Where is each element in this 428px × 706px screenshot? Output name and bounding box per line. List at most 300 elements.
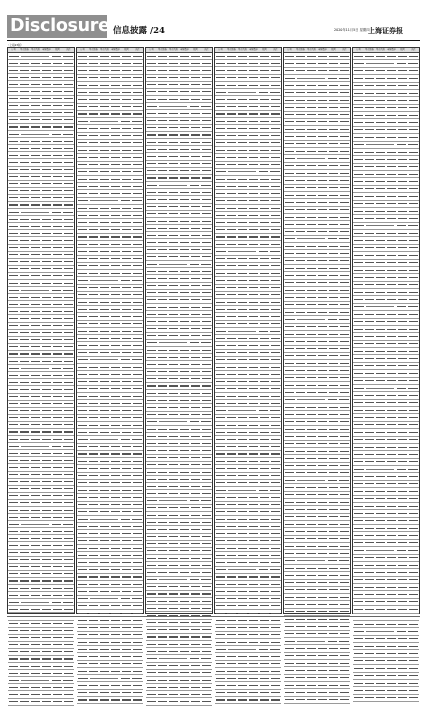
row-cell-text	[31, 105, 40, 106]
row-cell-text	[191, 472, 200, 473]
row-cell-text	[328, 480, 337, 481]
row-cell-text	[365, 336, 374, 337]
row-cell-text	[180, 515, 189, 516]
row-cell-text	[89, 584, 98, 585]
row-cell-text	[270, 490, 279, 491]
row-cell-text	[227, 309, 236, 310]
row-cell-text	[216, 121, 225, 122]
row-cell-text	[20, 197, 29, 198]
table-row	[146, 283, 212, 290]
row-cell-text	[202, 63, 211, 64]
row-cell-text	[90, 598, 118, 599]
table-row	[77, 169, 143, 176]
row-cell-text	[31, 141, 40, 142]
row-cell-text	[285, 107, 294, 108]
row-cell-text	[387, 93, 396, 94]
row-cell-text	[227, 229, 236, 230]
row-cell-text	[89, 229, 98, 230]
row-cell-text	[147, 529, 156, 530]
row-cell-text	[191, 314, 200, 315]
row-cell-text	[227, 533, 236, 534]
table-row	[215, 429, 281, 436]
row-cell-text	[147, 77, 156, 78]
row-cell-text	[20, 339, 29, 340]
row-cell-text	[365, 107, 374, 108]
table-row	[284, 302, 350, 309]
row-cell-text	[340, 421, 349, 422]
row-cell-text	[285, 275, 294, 276]
row-cell-text	[340, 129, 349, 130]
row-cell-text	[31, 694, 40, 695]
row-cell-text	[191, 414, 200, 415]
row-cell-text	[249, 179, 258, 180]
row-cell-text	[318, 524, 327, 525]
row-cell-text	[227, 692, 236, 693]
row-cell-text	[365, 152, 374, 153]
row-cell-text	[31, 183, 40, 184]
row-cell-text	[354, 174, 363, 175]
row-cell-text	[387, 498, 396, 499]
row-cell-text	[9, 134, 18, 135]
row-cell-text	[42, 658, 51, 659]
row-cell-text	[64, 389, 73, 390]
row-cell-text	[147, 579, 156, 580]
table-row	[353, 555, 419, 562]
row-cell-text	[285, 429, 294, 430]
row-cell-text	[271, 533, 280, 534]
row-cell-text	[202, 192, 211, 193]
row-cell-text	[52, 602, 61, 603]
row-cell-text	[354, 166, 363, 167]
row-cell-text	[20, 261, 29, 262]
row-cell-text	[318, 553, 327, 554]
row-cell-text	[191, 701, 200, 702]
table-row	[215, 133, 281, 140]
row-cell-text	[89, 128, 98, 129]
table-row	[353, 695, 419, 702]
row-cell-text	[89, 142, 98, 143]
row-cell-text	[318, 136, 327, 137]
row-cell-text	[100, 244, 109, 245]
row-cell-text	[111, 316, 120, 317]
row-cell-text	[398, 100, 407, 101]
row-cell-text	[147, 335, 156, 336]
row-cell-text	[64, 382, 73, 383]
row-cell-text	[133, 251, 142, 252]
row-cell-text	[158, 235, 167, 236]
row-cell-text	[376, 528, 385, 529]
row-cell-text	[100, 208, 109, 209]
table-row	[284, 68, 350, 75]
row-cell-text	[31, 254, 40, 255]
row-cell-text	[78, 164, 87, 165]
row-cell-text	[227, 316, 236, 317]
row-cell-text	[53, 588, 62, 589]
row-cell-text	[158, 522, 167, 523]
table-row	[77, 82, 143, 89]
row-cell-text	[297, 560, 325, 561]
row-cell-text	[122, 425, 131, 426]
row-cell-text	[78, 548, 87, 549]
row-cell-text	[271, 157, 280, 158]
row-cell-text	[147, 464, 156, 465]
row-cell-text	[191, 127, 200, 128]
row-cell-text	[271, 663, 280, 664]
row-cell-text	[20, 91, 29, 92]
row-cell-text	[202, 328, 211, 329]
row-cell-text	[387, 432, 396, 433]
row-cell-text	[89, 287, 98, 288]
row-cell-text	[216, 352, 225, 353]
row-cell-text	[398, 697, 407, 698]
row-cell-text	[169, 84, 178, 85]
row-cell-text	[201, 500, 210, 501]
table-row	[353, 540, 419, 547]
row-cell-text	[285, 363, 294, 364]
row-cell-text	[238, 468, 247, 469]
row-cell-text	[249, 345, 258, 346]
row-cell-text	[100, 453, 109, 454]
row-cell-text	[180, 608, 189, 609]
row-cell-text	[354, 587, 363, 588]
row-cell-text	[249, 150, 258, 151]
row-cell-text	[122, 157, 131, 158]
row-cell-text	[169, 385, 178, 386]
row-cell-text	[296, 246, 305, 247]
row-cell-text	[409, 262, 418, 263]
row-cell-text	[366, 144, 394, 145]
row-cell-text	[249, 157, 258, 158]
row-cell-text	[339, 238, 348, 239]
row-cell-text	[296, 692, 305, 693]
table-row	[8, 578, 74, 585]
row-cell-text	[270, 331, 279, 332]
row-cell-text	[365, 594, 374, 595]
row-cell-text	[180, 213, 189, 214]
row-cell-text	[340, 268, 349, 269]
row-cell-text	[169, 292, 178, 293]
row-cell-text	[260, 497, 269, 498]
row-cell-text	[296, 699, 305, 700]
row-cell-text	[409, 336, 418, 337]
row-cell-text	[376, 439, 385, 440]
row-cell-text	[238, 302, 247, 303]
table-row	[146, 383, 212, 390]
row-cell-text	[365, 395, 374, 396]
row-cell-text	[111, 562, 120, 563]
row-cell-text	[216, 157, 225, 158]
table-row	[353, 606, 419, 613]
row-cell-text	[100, 164, 109, 165]
row-cell-text	[285, 685, 294, 686]
row-cell-text	[307, 385, 316, 386]
row-cell-text	[64, 353, 73, 354]
table-row	[353, 400, 419, 407]
table-row	[215, 342, 281, 349]
row-cell-text	[398, 483, 407, 484]
row-cell-text	[260, 85, 269, 86]
row-cell-text	[122, 302, 131, 303]
row-cell-text	[307, 202, 316, 203]
row-cell-text	[307, 648, 316, 649]
table-row	[215, 588, 281, 595]
row-cell-text	[398, 233, 407, 234]
table-row	[77, 328, 143, 335]
table-row	[284, 484, 350, 491]
row-cell-text	[159, 421, 187, 422]
row-cell-text	[191, 120, 200, 121]
row-cell-text	[271, 99, 280, 100]
row-cell-text	[329, 611, 338, 612]
row-cell-text	[307, 209, 316, 210]
row-cell-text	[111, 135, 120, 136]
row-cell-text	[64, 141, 73, 142]
row-cell-text	[398, 417, 407, 418]
row-cell-text	[180, 464, 189, 465]
table-row	[215, 494, 281, 501]
row-cell-text	[249, 323, 258, 324]
row-cell-text	[329, 407, 338, 408]
row-cell-text	[329, 297, 338, 298]
row-cell-text	[20, 673, 29, 674]
row-cell-text	[238, 446, 247, 447]
table-row	[284, 250, 350, 257]
row-cell-text	[100, 497, 109, 498]
row-cell-text	[354, 668, 363, 669]
row-cell-text	[111, 374, 120, 375]
row-cell-text	[307, 436, 316, 437]
row-cell-text	[191, 350, 200, 351]
row-cell-text	[409, 292, 418, 293]
row-cell-text	[20, 84, 29, 85]
row-cell-text	[365, 299, 374, 300]
row-cell-text	[409, 247, 418, 248]
row-cell-text	[216, 533, 225, 534]
row-cell-text	[376, 483, 385, 484]
row-cell-text	[296, 443, 305, 444]
row-cell-text	[202, 213, 211, 214]
row-cell-text	[111, 504, 120, 505]
table-row	[8, 230, 74, 237]
table-row	[8, 635, 74, 642]
row-cell-text	[270, 171, 279, 172]
row-cell-text	[340, 304, 349, 305]
row-cell-text	[318, 107, 327, 108]
row-cell-text	[260, 157, 269, 158]
row-cell-text	[354, 380, 363, 381]
row-cell-text	[111, 649, 120, 650]
row-cell-text	[9, 588, 18, 589]
row-cell-text	[42, 403, 51, 404]
row-cell-text	[409, 93, 418, 94]
row-cell-text	[296, 370, 305, 371]
row-cell-text	[100, 562, 109, 563]
table-row	[8, 124, 74, 131]
row-cell-text	[238, 106, 247, 107]
table-row	[8, 571, 74, 578]
row-cell-text	[376, 240, 385, 241]
row-cell-text	[64, 467, 73, 468]
row-cell-text	[409, 137, 418, 138]
row-cell-text	[20, 318, 29, 319]
row-cell-text	[397, 388, 406, 389]
row-cell-text	[296, 151, 305, 152]
table-row	[77, 133, 143, 140]
table-row	[215, 176, 281, 183]
row-cell-text	[42, 77, 51, 78]
row-cell-text	[296, 348, 305, 349]
row-cell-text	[354, 292, 363, 293]
row-cell-text	[365, 535, 374, 536]
table-column-1	[7, 47, 75, 614]
row-cell-text	[216, 70, 225, 71]
row-cell-text	[78, 403, 87, 404]
table-row	[8, 287, 74, 294]
table-row	[146, 239, 212, 246]
row-cell-text	[387, 461, 396, 462]
row-cell-text	[270, 410, 279, 411]
row-cell-text	[20, 226, 29, 227]
row-cell-text	[191, 56, 200, 57]
table-row	[353, 680, 419, 687]
row-cell-text	[20, 474, 29, 475]
table-row	[8, 188, 74, 195]
row-cell-text	[53, 382, 62, 383]
row-cell-text	[271, 135, 280, 136]
table-row	[284, 309, 350, 316]
row-cell-text	[133, 157, 142, 158]
row-cell-text	[133, 179, 142, 180]
table-row	[146, 663, 212, 670]
table-row	[284, 470, 350, 477]
row-cell-text	[387, 483, 396, 484]
row-cell-text	[285, 304, 294, 305]
row-cell-text	[122, 179, 131, 180]
table-row	[215, 480, 281, 487]
row-cell-text	[122, 656, 131, 657]
row-cell-text	[354, 129, 363, 130]
row-cell-text	[158, 77, 167, 78]
row-cell-text	[227, 63, 236, 64]
table-row	[146, 548, 212, 555]
row-cell-text	[20, 488, 29, 489]
row-cell-text	[365, 454, 374, 455]
row-cell-text	[260, 128, 269, 129]
row-cell-text	[42, 474, 51, 475]
table-row	[146, 584, 212, 591]
row-cell-text	[227, 135, 236, 136]
row-cell-text	[111, 113, 120, 114]
row-cell-text	[132, 200, 141, 201]
row-cell-text	[180, 249, 189, 250]
row-cell-text	[340, 92, 349, 93]
row-cell-text	[122, 526, 131, 527]
row-cell-text	[158, 213, 167, 214]
row-cell-text	[354, 196, 363, 197]
row-cell-text	[397, 306, 406, 307]
row-cell-text	[260, 316, 269, 317]
row-cell-text	[354, 211, 363, 212]
row-cell-text	[100, 620, 109, 621]
row-cell-text	[271, 70, 280, 71]
row-cell-text	[260, 77, 269, 78]
row-cell-text	[365, 358, 374, 359]
table-row	[146, 476, 212, 483]
row-cell-text	[122, 323, 131, 324]
row-cell-text	[78, 598, 87, 599]
row-cell-text	[78, 555, 87, 556]
row-cell-text	[53, 673, 62, 674]
row-cell-text	[42, 651, 51, 652]
row-cell-text	[397, 631, 406, 632]
row-cell-text	[249, 309, 258, 310]
table-row	[284, 594, 350, 601]
row-cell-text	[366, 63, 394, 64]
row-cell-text	[285, 538, 294, 539]
row-cell-text	[409, 181, 418, 182]
row-cell-text	[158, 299, 167, 300]
table-row	[353, 282, 419, 289]
row-cell-text	[202, 249, 211, 250]
table-row	[8, 266, 74, 273]
row-cell-text	[216, 164, 225, 165]
row-cell-text	[296, 282, 305, 283]
row-cell-text	[409, 314, 418, 315]
table-row	[77, 198, 143, 205]
table-row	[146, 526, 212, 533]
table-row	[353, 75, 419, 82]
row-cell-text	[169, 206, 178, 207]
row-cell-text	[53, 510, 62, 511]
row-cell-text	[42, 460, 51, 461]
row-cell-text	[53, 439, 62, 440]
row-cell-text	[409, 70, 418, 71]
row-cell-text	[21, 446, 49, 447]
row-cell-text	[89, 446, 98, 447]
row-cell-text	[191, 493, 200, 494]
row-cell-text	[190, 500, 199, 501]
table-row	[77, 321, 143, 328]
column-header: 赎回	[124, 48, 129, 51]
row-cell-text	[285, 611, 294, 612]
row-cell-text	[328, 158, 337, 159]
row-cell-text	[354, 550, 363, 551]
row-cell-text	[409, 557, 418, 558]
row-cell-text	[340, 604, 349, 605]
row-cell-text	[169, 350, 178, 351]
row-cell-text	[259, 331, 268, 332]
row-cell-text	[398, 476, 407, 477]
row-cell-text	[20, 630, 29, 631]
row-cell-text	[318, 231, 327, 232]
row-cell-text	[227, 432, 236, 433]
row-cell-text	[191, 321, 200, 322]
row-cell-text	[238, 113, 247, 114]
table-row	[284, 148, 350, 155]
row-cell-text	[31, 510, 40, 511]
table-row	[284, 463, 350, 470]
row-cell-text	[64, 481, 73, 482]
table-row	[215, 335, 281, 342]
row-cell-text	[307, 487, 316, 488]
row-cell-text	[20, 297, 29, 298]
row-cell-text	[42, 254, 51, 255]
row-cell-text	[147, 321, 156, 322]
row-cell-text	[147, 307, 156, 308]
row-cell-text	[238, 208, 247, 209]
row-cell-text	[89, 475, 98, 476]
row-cell-text	[9, 141, 18, 142]
